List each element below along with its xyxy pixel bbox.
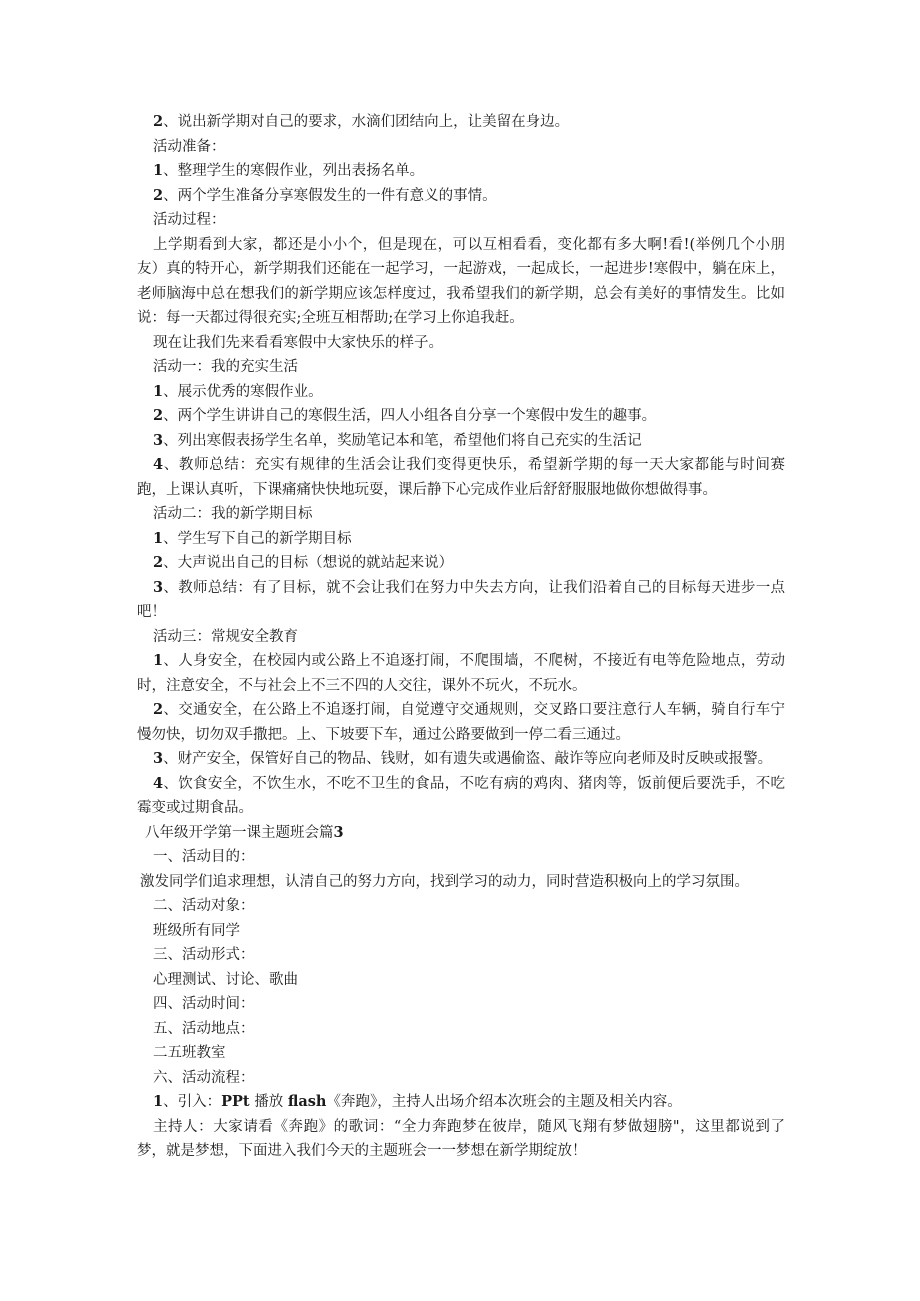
list-item: 2、两个学生讲讲自己的寒假生活，四人小组各自分享一个寒假中发生的趣事。 (153, 407, 657, 424)
list-item: 1、学生写下自己的新学期目标 (153, 529, 352, 547)
list-item: 3、财产安全，保管好自己的物品、钱财，如有遗失或遇偷盗、敲诈等应向老师及时反映或报警。 (153, 750, 773, 767)
section-label: 六、活动流程： (153, 1069, 255, 1086)
list-item: 1、引入：PPt 播放 flash《奔跑》，主持人出场介绍本次班会的主题及相关内容。 (153, 1093, 682, 1110)
list-item: 1、人身安全，在校园内或公路上不追逐打闹，不爬围墙，不爬树，不接近有电等危险地点，劳动时，注意安全，不与社会上不三不四的人交往，课外不玩火，不玩水。 (137, 652, 785, 694)
section-label: 活动过程： (153, 212, 226, 228)
list-item: 3、列出寒假表扬学生名单，奖励笔记本和笔，希望他们将自己充实的生活记 (153, 431, 642, 449)
section-label: 活动一：我的充实生活 (153, 359, 298, 375)
section-label: 四、活动时间： (153, 996, 255, 1012)
paragraph: 主持人：大家请看《奔跑》的歌词：“全力奔跑梦在彼岸，随风飞翔有梦做翅膀"，这里都说到了梦，就是梦想，下面进入我们今天的主题班会一一梦想在新学期绽放！ (137, 1118, 785, 1159)
paragraph: 心理测试、讨论、歌曲 (153, 971, 298, 988)
section-label: 五、活动地点： (153, 1020, 255, 1037)
section-label: 一、活动目的： (153, 849, 255, 865)
list-item: 3、教师总结：有了目标，就不会让我们在努力中失去方向，让我们沿着自己的目标每天进步一点吧！ (137, 578, 785, 620)
paragraph: 上学期看到大家，都还是小小个，但是现在，可以互相看看，变化都有多大啊!看!(举例几个小朋友）真的特开心，新学期我们还能在一起学习，一起游戏，一起成长，一起进步!寒假中，躺在床上，老师脑海中总在想我们的新学期应该怎样度过，我希望我们的新学期，总会有美好的事情发生。比如说：每一天都过得很充实;全班互相帮助;在学习上你追我赶。 (137, 236, 785, 326)
list-item: 2、两个学生准备分享寒假发生的一件有意义的事情。 (153, 186, 497, 204)
paragraph: 现在让我们先来看看寒假中大家快乐的样子。 (153, 334, 443, 351)
section-heading: 八年级开学第一课主题班会篇3 (145, 823, 344, 841)
section-label: 活动准备： (153, 138, 226, 155)
paragraph: 激发同学们追求理想，认清自己的努力方向，找到学习的动力，同时营造积极向上的学习氛围。 (140, 873, 749, 890)
list-item: 4、饮食安全，不饮生水，不吃不卫生的食品，不吃有病的鸡肉、猪肉等，饭前便后要洗手，不吃霉变或过期食品。 (137, 774, 785, 816)
list-item: 2、大声说出自己的目标（想说的就站起来说） (153, 554, 454, 571)
paragraph: 2、说出新学期对自己的要求，水滴们团结向上，让美留在身边。 (153, 113, 570, 130)
document-page (137, 110, 785, 1164)
list-item: 1、展示优秀的寒假作业。 (153, 382, 323, 400)
paragraph: 班级所有同学 (153, 922, 240, 939)
list-item: 1、整理学生的寒假作业，列出表扬名单。 (153, 162, 425, 179)
section-label: 二、活动对象： (153, 898, 255, 914)
section-label: 活动二：我的新学期目标 (153, 506, 313, 522)
section-label: 活动三：常规安全教育 (153, 628, 298, 645)
list-item: 2、交通安全，在公路上不追逐打闹，自觉遵守交通规则，交叉路口要注意行人车辆，骑自行车宁慢勿快，切勿双手撒把。上、下坡要下车，通过公路要做到一停二看三通过。 (137, 701, 785, 743)
paragraph: 二五班教室 (153, 1045, 226, 1061)
section-label: 三、活动形式： (153, 947, 255, 963)
list-item: 4、教师总结：充实有规律的生活会让我们变得更快乐，希望新学期的每一天大家都能与时间赛跑，上课认真听，下课痛痛快快地玩耍，课后静下心完成作业后舒舒服服地做你想做得事。 (137, 456, 785, 498)
